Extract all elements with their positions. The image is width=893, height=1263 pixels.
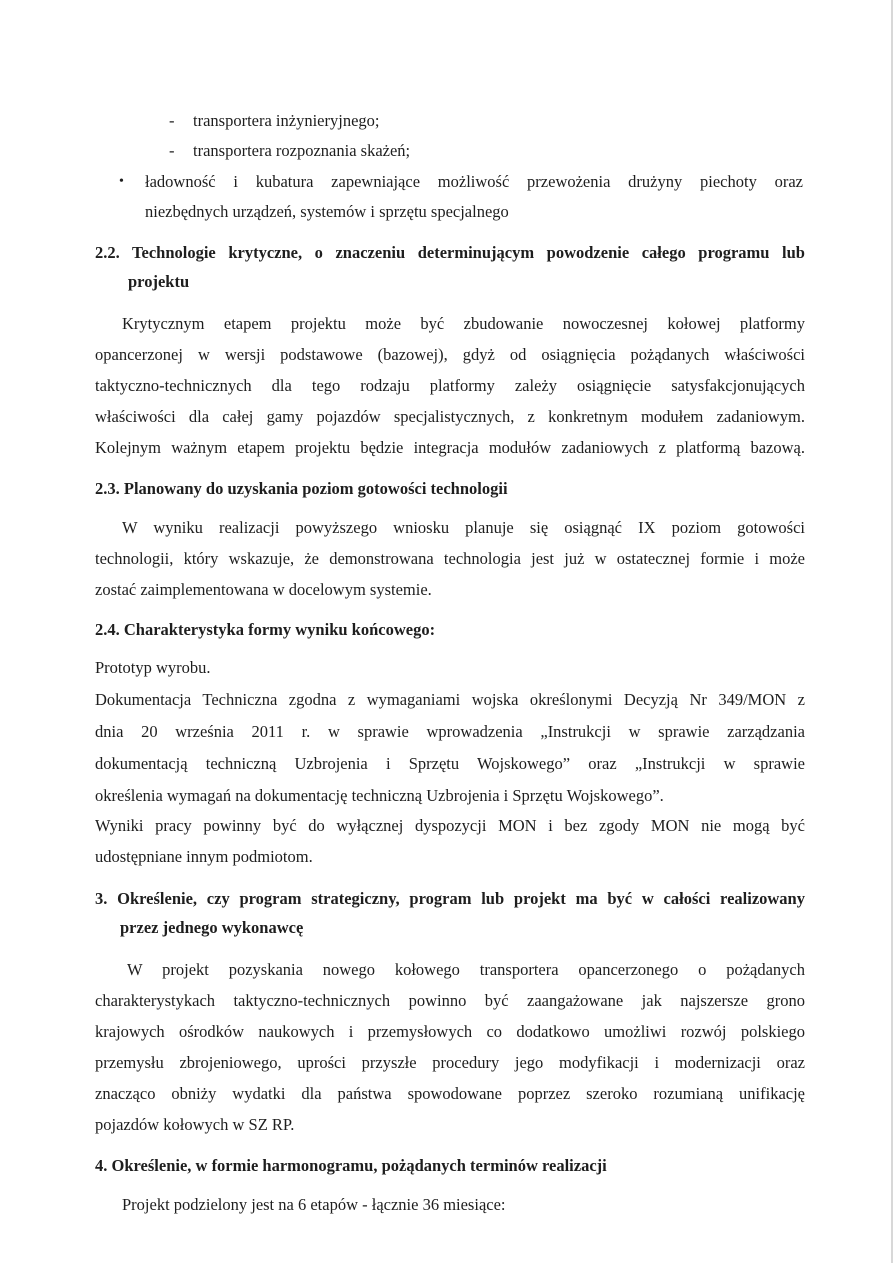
paragraph-line: określenia wymagań na dokumentację techniczną Uzbrojenia i Sprzętu Wojskowego”. [95, 786, 664, 805]
paragraph-line: Wyniki pracy powinny być do wyłącznej dyspozycji MON i bez zgody MON nie mogą być [95, 816, 805, 835]
paragraph-line: dokumentacją techniczną Uzbrojenia i Sprzętu Wojskowego” oraz „Instrukcji w sprawie [95, 754, 805, 773]
paragraph-line: znacząco obniży wydatki dla państwa spowodowane poprzez szeroko rozumianą unifikację [95, 1084, 805, 1103]
paragraph-line: właściwości dla całej gamy pojazdów specjalistycznych, z konkretnym modułem zadaniowym. [95, 407, 805, 426]
paragraph-line: Kolejnym ważnym etapem projektu będzie integracja modułów zadaniowych z platformą bazową. [95, 438, 805, 457]
paragraph-line: krajowych ośrodków naukowych i przemysłowych co dodatkowo umożliwi rozwój polskiego [95, 1022, 805, 1041]
paragraph-line: W projekt pozyskania nowego kołowego transportera opancerzonego o pożądanych [127, 960, 805, 979]
paragraph-line: Dokumentacja Techniczna zgodna z wymaganiami wojska określonymi Decyzją Nr 349/MON z [95, 690, 805, 709]
dash-marker: - [169, 141, 175, 160]
paragraph-line: Prototyp wyrobu. [95, 658, 211, 677]
bullet-marker: • [119, 174, 124, 189]
section-heading-2-4: 2.4. Charakterystyka formy wyniku końcowego: [95, 620, 436, 639]
paragraph-line: technologii, który wskazuje, że demonstrowana technologia jest już w ostatecznej formie i może [95, 549, 805, 568]
section-heading-2-3: 2.3. Planowany do uzyskania poziom gotowości technologii [95, 479, 508, 498]
paragraph-line: opancerzonej w wersji podstawowe (bazowej), gdyż od osiągnięcia pożądanych właściwości [95, 345, 805, 364]
paragraph-line: taktyczno-technicznych dla tego rodzaju platformy zależy osiągnięcie satysfakcjonujących [95, 376, 805, 395]
section-heading-2-2-cont: projektu [128, 272, 190, 291]
list-item-continuation: niezbędnych urządzeń, systemów i sprzętu specjalnego [145, 202, 509, 221]
paragraph-line: Projekt podzielony jest na 6 etapów - łącznie 36 miesiące: [122, 1195, 506, 1214]
paragraph-line: W wyniku realizacji powyższego wniosku planuje się osiągnąć IX poziom gotowości [122, 518, 805, 537]
paragraph-line: Krytycznym etapem projektu może być zbudowanie nowoczesnej kołowej platformy [122, 314, 805, 333]
list-item: ładowność i kubatura zapewniające możliwość przewożenia drużyny piechoty oraz [145, 172, 803, 191]
dash-marker: - [169, 111, 175, 130]
list-item: transportera inżynieryjnego; [193, 111, 380, 130]
list-item: transportera rozpoznania skażeń; [193, 141, 411, 160]
paragraph-line: zostać zaimplementowana w docelowym systemie. [95, 580, 432, 599]
section-heading-2-2: 2.2. Technologie krytyczne, o znaczeniu determinującym powodzenie całego programu lub [95, 243, 805, 262]
paragraph-line: dnia 20 września 2011 r. w sprawie wprowadzenia „Instrukcji w sprawie zarządzania [95, 722, 805, 741]
section-heading-4: 4. Określenie, w formie harmonogramu, pożądanych terminów realizacji [95, 1156, 607, 1175]
paragraph-line: przemysłu zbrojeniowego, uprości przyszłe procedury jego modyfikacji i modernizacji oraz [95, 1053, 805, 1072]
paragraph-line: pojazdów kołowych w SZ RP. [95, 1115, 295, 1134]
section-heading-3-cont: przez jednego wykonawcę [120, 918, 304, 937]
paragraph-line: charakterystykach taktyczno-technicznych powinno być zaangażowane jak najszersze grono [95, 991, 805, 1010]
paragraph-line: udostępniane innym podmiotom. [95, 847, 313, 866]
section-heading-3: 3. Określenie, czy program strategiczny, program lub projekt ma być w całości realizowany [95, 889, 805, 908]
